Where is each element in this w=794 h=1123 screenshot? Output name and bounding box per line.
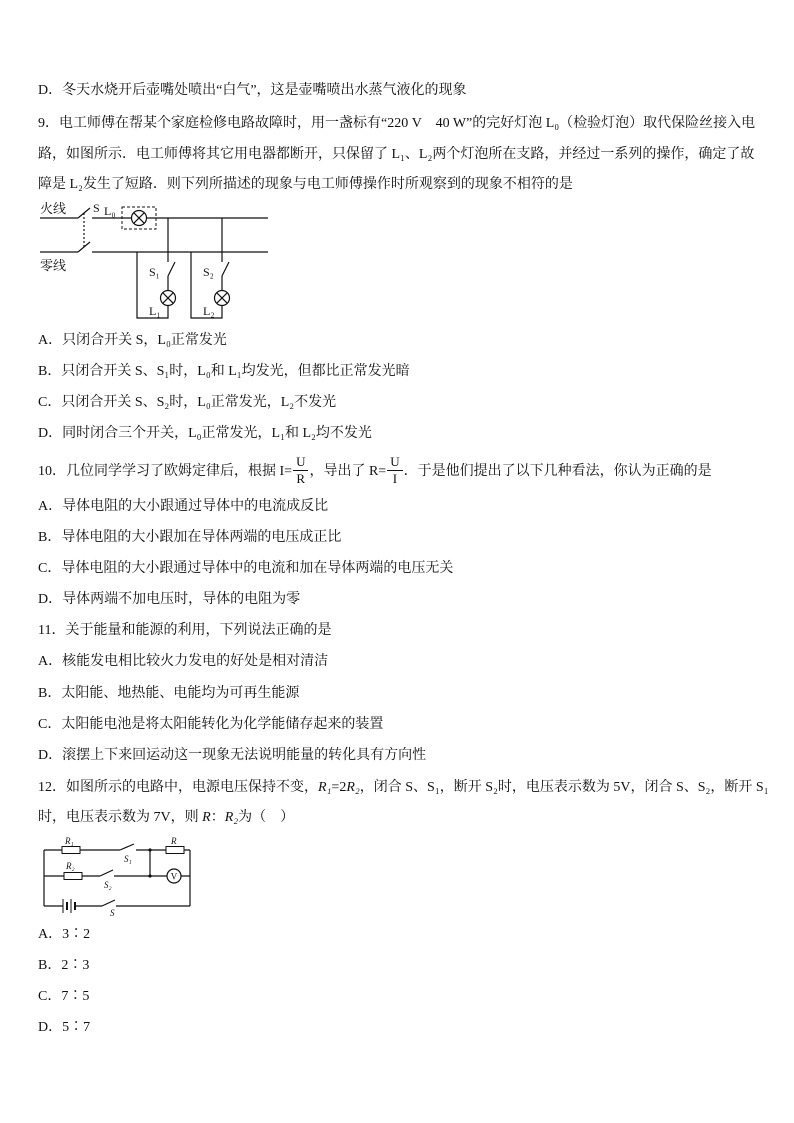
- q12-option-b: B．2∶3: [38, 958, 90, 973]
- switch-s2-icon: [100, 870, 113, 876]
- q10-option-d: D．导体两端不加电压时，导体的电阻为零: [38, 592, 301, 607]
- q11-option-b: B．太阳能、地热能、电能均为可再生能源: [38, 686, 300, 701]
- q12-stem-line: [38, 778, 769, 798]
- fraction-denominator: R: [296, 470, 306, 486]
- live-wire-label: 火线: [40, 201, 67, 216]
- resistor-r1-label: R₁: [65, 836, 74, 846]
- q9-stem-line: 路，如图所示．电工师傅将其它用电器都断开，只保留了 L₁、L₂两个灯泡所在支路，并经过一系列的操作，确定了故: [38, 147, 755, 162]
- resistor-r-icon: [166, 847, 184, 854]
- q10-option-b: B．导体电阻的大小跟加在导体两端的电压成正比: [38, 530, 342, 545]
- resistor-symbol: R₂: [346, 780, 360, 795]
- ratio-colon: ：: [210, 810, 225, 825]
- q12-line-1-suffix: ，闭合 S、S₁，断开 S₂时，电压表示数为 5V，闭合 S、S₂，断开 S₁: [359, 780, 769, 795]
- resistor-symbol: R₁: [318, 780, 332, 795]
- resistance-fraction: [387, 454, 402, 487]
- resistor-r1-icon: [62, 847, 80, 854]
- q10-option-a: A．导体电阻的大小跟通过导体中的电流成反比: [38, 499, 329, 514]
- q11-option-d: D．滚摆上下来回运动这一现象无法说明能量的转化具有方向性: [38, 748, 427, 763]
- q9-option-c: C．只闭合开关 S、S₂时，L₀正常发光，L₂不发光: [38, 395, 337, 410]
- test-bulb-icon: [132, 211, 147, 226]
- neutral-wire-label: 零线: [40, 258, 67, 273]
- resistor-symbol: R₂: [224, 810, 239, 825]
- q12-line-2-suffix: 为（ ）: [238, 810, 295, 825]
- switch-s-label: S: [110, 908, 115, 918]
- q9-stem-line: 9．电工师傅在帮某个家庭检修电路故障时，用一盏标有“220 V 40 W”的完好灯泡 L₀（检验灯泡）取代保险丝接入电: [38, 116, 756, 131]
- switch-1-label: S₁: [149, 265, 160, 279]
- q10-stem: [38, 452, 712, 488]
- resistor-r2-label: R₂: [66, 861, 75, 871]
- q10-stem-before: 10．几位同学学习了欧姆定律后，根据 I=: [38, 464, 293, 479]
- switch-1-icon: [168, 262, 175, 276]
- q10-stem-after: ．于是他们提出了以下几种看法，你认为正确的是: [403, 464, 712, 479]
- junction-dot: [148, 848, 151, 851]
- q12-line-1-prefix: 12．如图所示的电路中，电源电压保持不变，: [38, 780, 318, 795]
- battery-icon: [63, 899, 75, 913]
- bulb-1-label: L₁: [149, 304, 161, 318]
- q9-option-a: A．只闭合开关 S，L₀正常发光: [38, 333, 227, 348]
- q12-line-2-prefix: 时，电压表示数为 7V，则: [38, 810, 203, 825]
- bulb-2-icon: [215, 291, 230, 306]
- q9-option-d: D．同时闭合三个开关，L₀正常发光，L₁和 L₂均不发光: [38, 426, 372, 441]
- fraction-numerator: U: [293, 454, 308, 471]
- bulb-1-icon: [161, 291, 176, 306]
- bulb-2-label: L₂: [203, 304, 215, 318]
- q10-stem-middle: ，导出了 R=: [309, 464, 387, 479]
- main-switch-icon: [78, 208, 90, 252]
- fraction-numerator: U: [387, 454, 402, 471]
- voltmeter-label: V: [170, 871, 178, 882]
- q11-option-c: C．太阳能电池是将太阳能转化为化学能储存起来的装置: [38, 717, 384, 732]
- q11-option-a: A．核能发电相比较火力发电的好处是相对清洁: [38, 654, 329, 669]
- q8-option-d: D．冬天水烧开后壶嘴处喷出“白气”，这是壶嘴喷出水蒸气液化的现象: [38, 83, 467, 98]
- q9-stem-line: 障是 L₂发生了短路．则下列所描述的现象与电工师傅操作时所观察到的现象不相符的是: [38, 177, 573, 192]
- ohm-law-fraction: [293, 454, 308, 487]
- switch-s-icon: [102, 900, 115, 906]
- switch-s2-label: S₂: [104, 880, 112, 890]
- equals-text: =2: [331, 780, 347, 795]
- switch-2-label: S₂: [203, 265, 214, 279]
- resistor-r-label: R: [171, 836, 177, 846]
- resistor-r2-icon: [64, 873, 82, 880]
- q12-option-a: A．3∶2: [38, 927, 91, 942]
- q12-option-c: C．7∶5: [38, 989, 90, 1004]
- resistor-circuit-diagram: [40, 836, 196, 918]
- switch-s1-label: S₁: [124, 854, 132, 864]
- switch-2-icon: [222, 262, 229, 276]
- fraction-denominator: I: [392, 470, 398, 486]
- resistor-symbol: R: [202, 810, 211, 825]
- household-circuit-diagram: [36, 198, 276, 324]
- q12-stem-line: [38, 808, 294, 828]
- test-bulb-label: L₀: [104, 204, 116, 218]
- main-switch-label: S: [93, 201, 100, 215]
- q11-stem: 11．关于能量和能源的利用，下列说法正确的是: [38, 623, 332, 638]
- q10-option-c: C．导体电阻的大小跟通过导体中的电流和加在导体两端的电压无关: [38, 561, 454, 576]
- q9-option-b: B．只闭合开关 S、S₁时，L₀和 L₁均发光，但都比正常发光暗: [38, 364, 410, 379]
- q12-option-d: D．5∶7: [38, 1020, 91, 1035]
- switch-s1-icon: [120, 844, 134, 850]
